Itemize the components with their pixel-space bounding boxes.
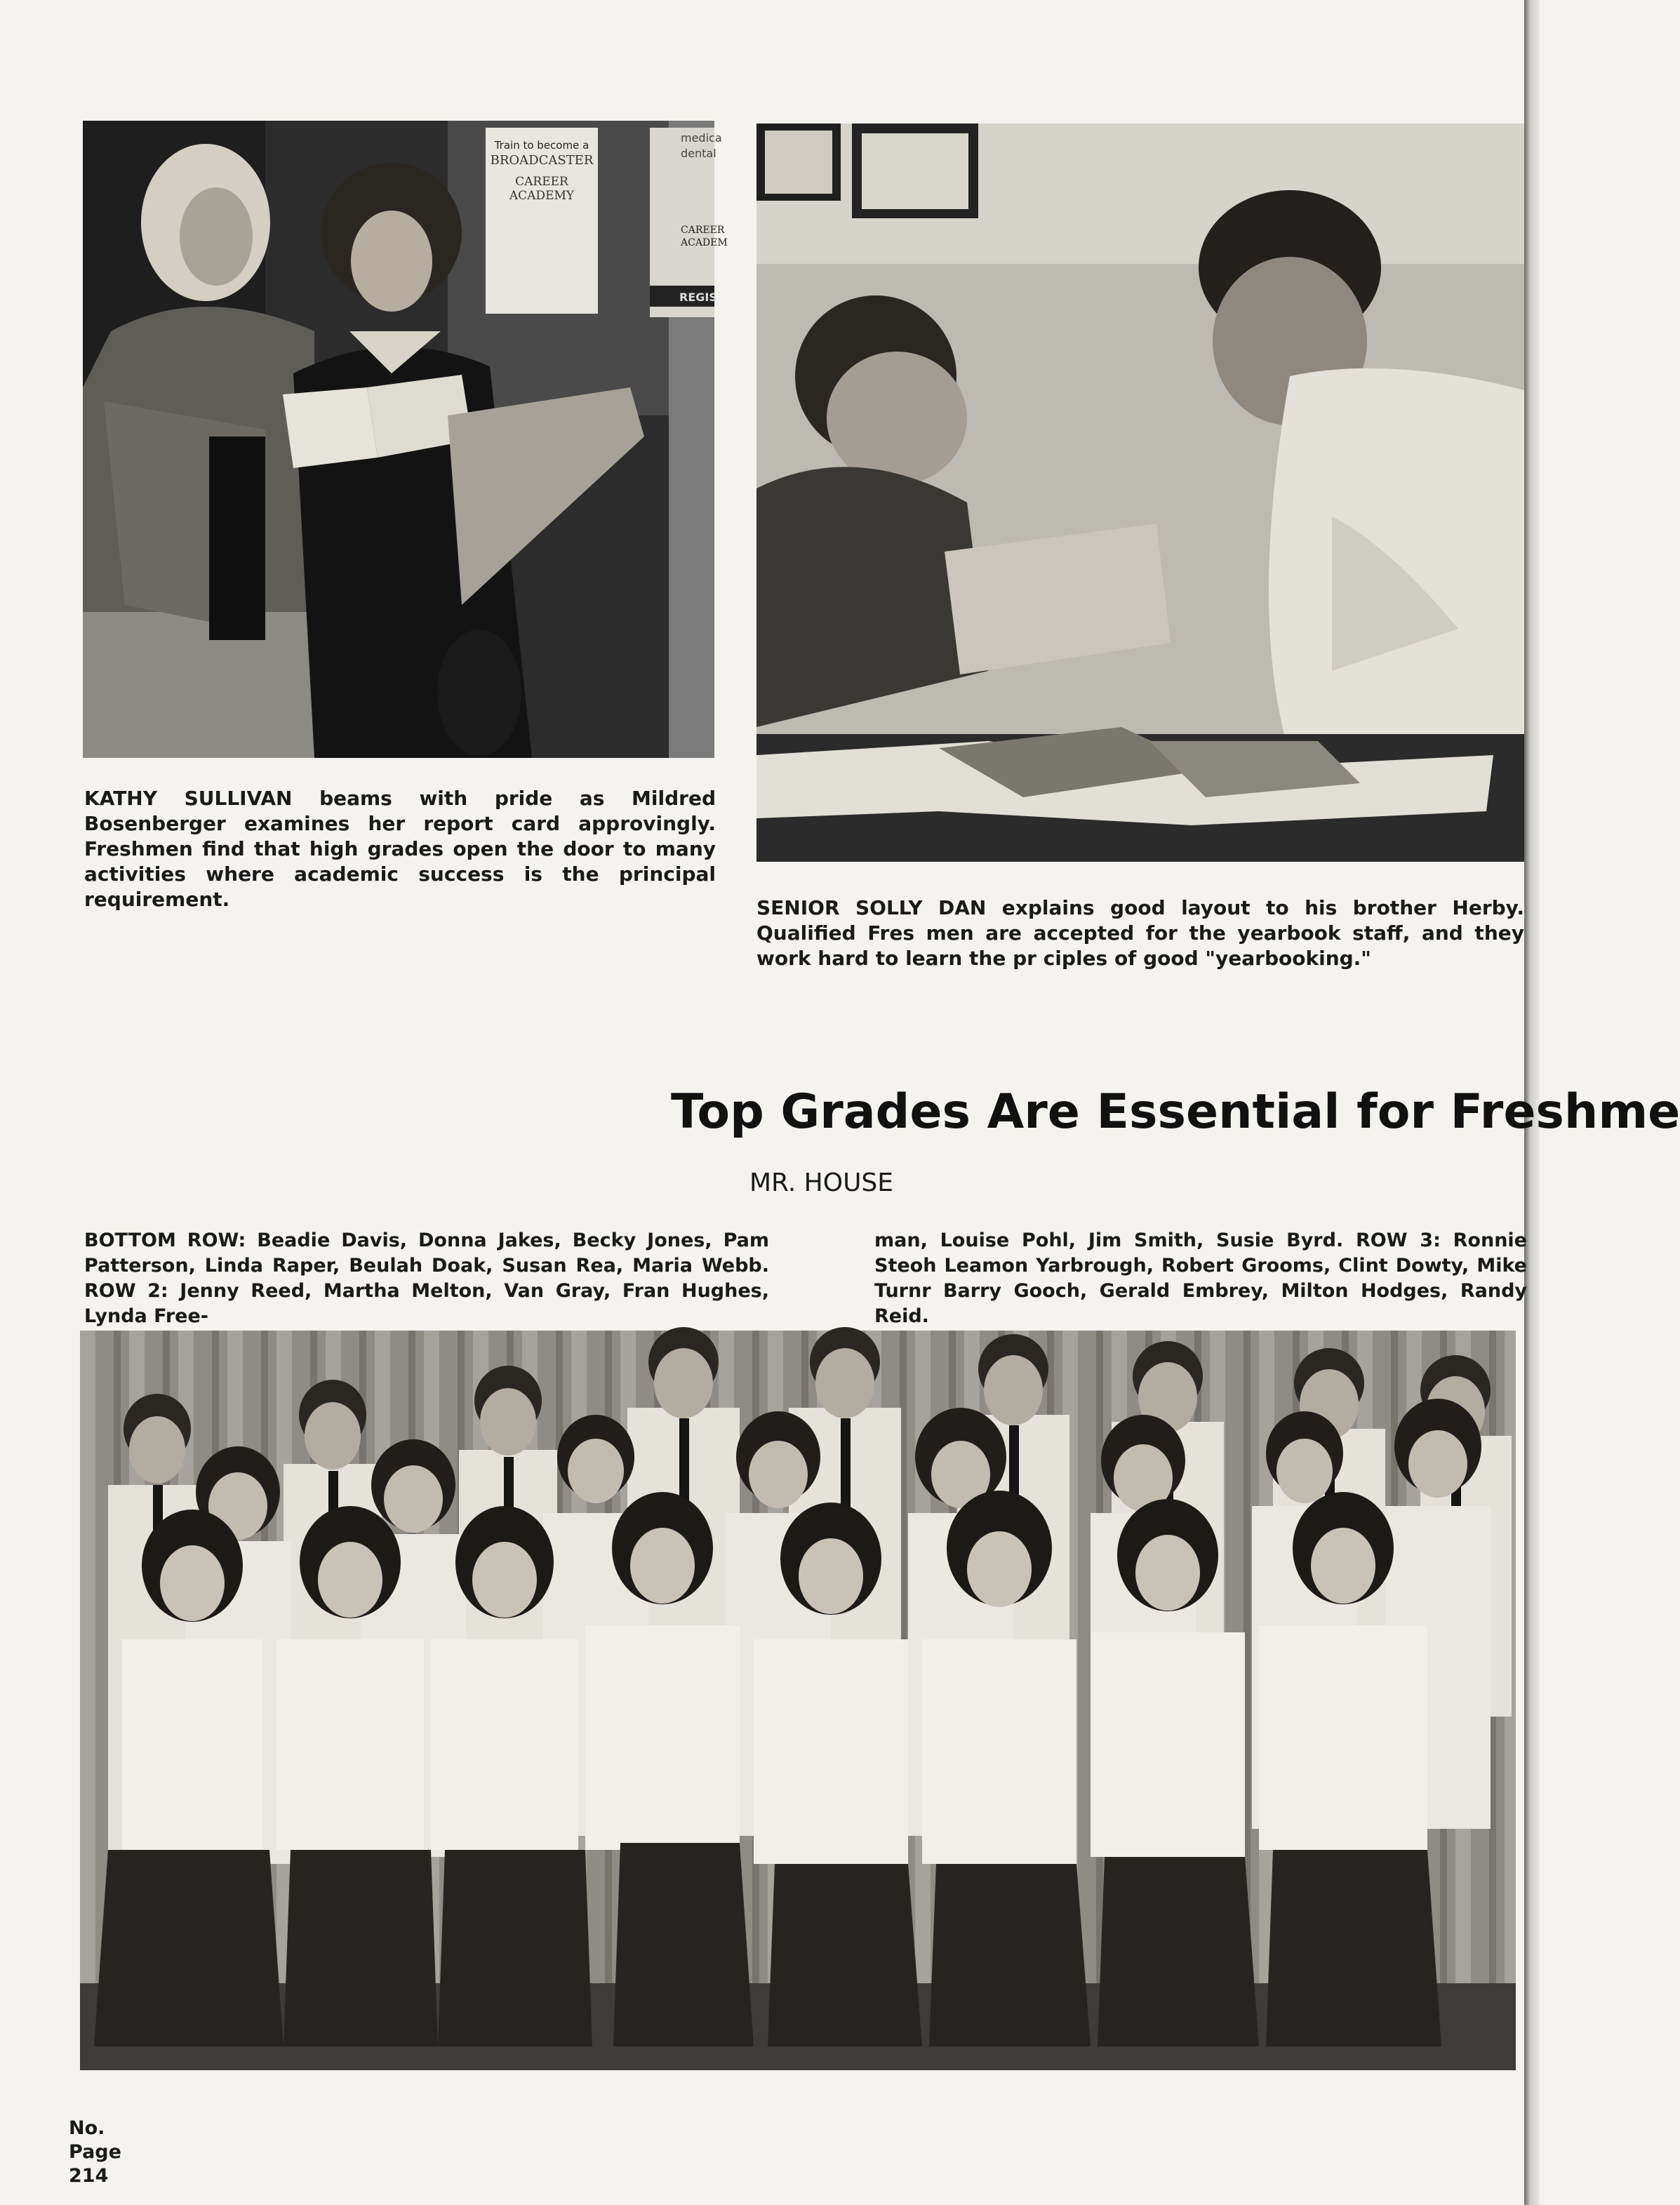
sign-text-7: CAREER xyxy=(681,225,725,236)
sign-text-5: medica xyxy=(681,131,722,145)
caption-report-card: KATHY SULLIVAN beams with pride as Mildred Bosenberger examines her report card approvingly. Freshmen find that high grades open the door to many activities where academic success is the principal requirement. xyxy=(84,787,716,911)
page-number-label: Page xyxy=(69,2141,121,2163)
sign-text-2: BROADCASTER xyxy=(490,153,594,168)
page-number-value: 214 xyxy=(69,2165,109,2187)
teacher-name: MR. HOUSE xyxy=(749,1168,894,1197)
sign-text-4: ACADEMY xyxy=(509,189,575,203)
sign-text-6: dental xyxy=(681,147,716,160)
sign-text-8: ACADEM xyxy=(681,237,728,248)
page-number-block xyxy=(69,2117,121,2188)
caption-yearbook-layout: SENIOR SOLLY DAN explains good layout to his brother Herby. Qualified Fres men are accepted for the yearbook staff, and they work hard to learn the pr ciples of good "yearbooking." xyxy=(756,896,1524,970)
photo-class-group xyxy=(80,1331,1516,2070)
sign-text-9: REGIS xyxy=(679,291,717,304)
sign-text-3: CAREER xyxy=(515,175,568,189)
sign-text-1: Train to become a xyxy=(494,139,589,152)
page-number-no: No. xyxy=(69,2117,105,2139)
class-names-right: man, Louise Pohl, Jim Smith, Susie Byrd. ROW 3: Ronnie Steoh Leamon Yarbrough, Robert Grooms, Clint Dowty, Mike Turnr Barry Gooch, Gerald Embrey, Milton Hodges, Randy Reid. xyxy=(874,1230,1527,1327)
photo-yearbook-layout xyxy=(756,124,1524,862)
class-names-left: BOTTOM ROW: Beadie Davis, Donna Jakes, Becky Jones, Pam Patterson, Linda Raper, Beulah Doak, Susan Rea, Maria Webb. ROW 2: Jenny Reed, Martha Melton, Van Gray, Fran Hughes, Lynda Free- xyxy=(84,1230,769,1327)
photo-report-card xyxy=(83,121,728,758)
page-headline: Top Grades Are Essential for Freshme xyxy=(671,1084,1680,1140)
